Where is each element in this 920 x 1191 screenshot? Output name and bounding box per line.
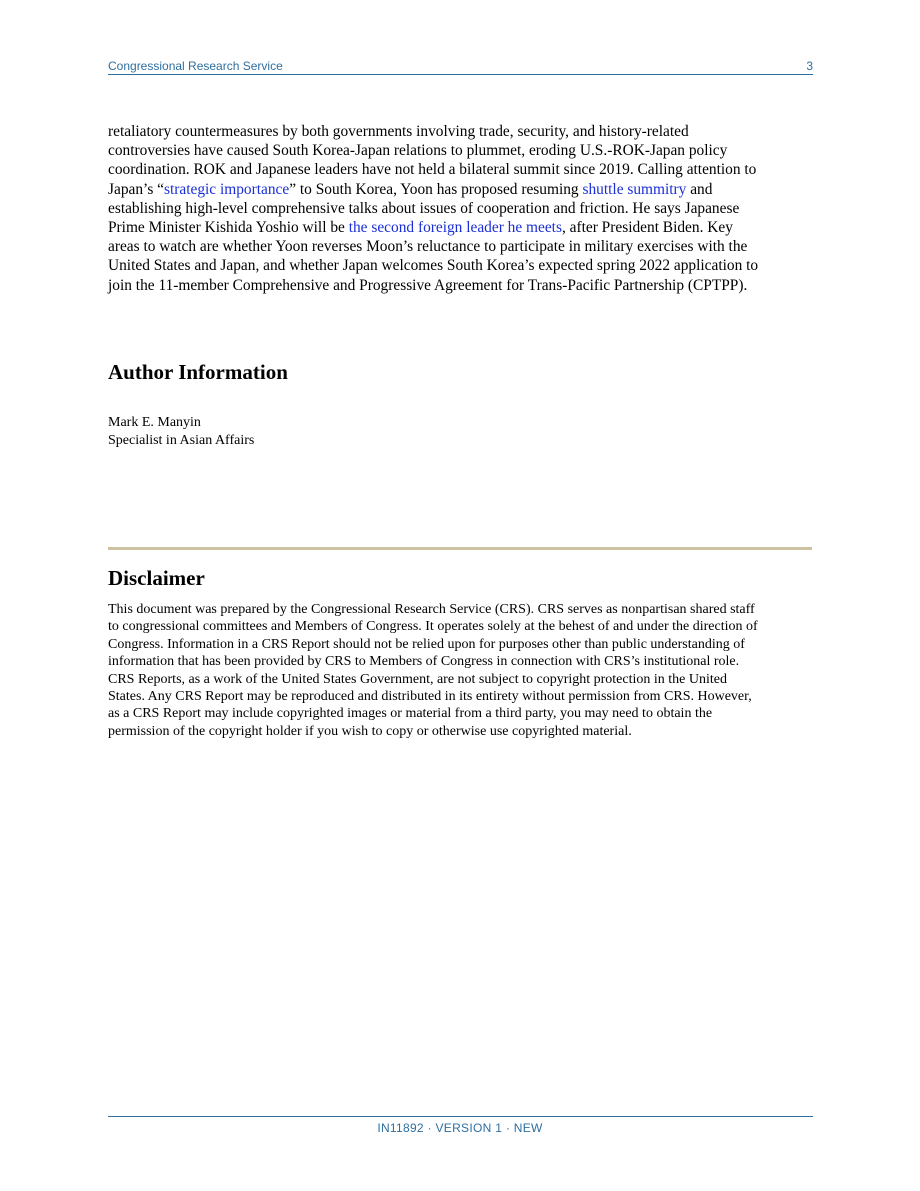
body-text-run: join the 11-member Comprehensive and Progressive Agreement for Trans-Pacific Partnership (CPTPP). xyxy=(108,276,748,294)
body-line xyxy=(108,160,814,179)
disclaimer-heading: Disclaimer xyxy=(108,566,205,590)
author-block xyxy=(108,414,254,449)
body-line xyxy=(108,218,814,237)
body-paragraph xyxy=(108,122,814,295)
header-publisher: Congressional Research Service xyxy=(108,59,283,73)
body-line xyxy=(108,256,814,275)
body-line xyxy=(108,276,814,295)
disclaimer-line: information that has been provided by CRS to Members of Congress in connection with CRS’s institutional role. xyxy=(108,654,740,670)
inline-link[interactable]: the second foreign leader he meets xyxy=(348,219,562,237)
body-text-run: United States and Japan, and whether Japan welcomes South Korea’s expected spring 2022 application to xyxy=(108,257,759,275)
body-text-run: ” to South Korea, Yoon has proposed resuming xyxy=(289,180,583,198)
author-title: Specialist in Asian Affairs xyxy=(108,432,255,448)
section-divider xyxy=(108,547,812,550)
page-number: 3 xyxy=(806,59,813,73)
body-line xyxy=(108,180,814,199)
body-text-run: coordination. ROK and Japanese leaders have not held a bilateral summit since 2019. Calling attention to xyxy=(108,161,757,179)
body-text-run: areas to watch are whether Yoon reverses Moon’s reluctance to participate in military exercises with the xyxy=(108,238,748,256)
disclaimer-line: This document was prepared by the Congressional Research Service (CRS). CRS serves as nonpartisan shared staff xyxy=(108,602,755,617)
disclaimer-line: CRS Reports, as a work of the United States Government, are not subject to copyright protection in the United xyxy=(108,671,727,687)
inline-link[interactable]: shuttle summitry xyxy=(582,180,687,198)
author-name: Mark E. Manyin xyxy=(108,415,201,430)
body-text-run: controversies have caused South Korea-Japan relations to plummet, eroding U.S.-ROK-Japan policy xyxy=(108,142,728,160)
disclaimer-line: Congress. Information in a CRS Report should not be relied upon for purposes other than public understanding of xyxy=(108,636,745,652)
body-line xyxy=(108,199,814,218)
body-text-run: establishing high-level comprehensive talks about issues of cooperation and friction. He says Japanese xyxy=(108,199,740,217)
body-text-run: Japan’s “ xyxy=(108,180,164,198)
running-header xyxy=(108,58,813,75)
disclaimer-text xyxy=(108,601,814,740)
body-text-run: Prime Minister Kishida Yoshio will be xyxy=(108,219,349,237)
disclaimer-line: States. Any CRS Report may be reproduced and distributed in its entirety without permission from CRS. However, xyxy=(108,689,752,705)
footer-rule xyxy=(108,1116,813,1117)
body-text-run: and xyxy=(686,180,713,198)
disclaimer-line: to congressional committees and Members of Congress. It operates solely at the behest of and under the direction of xyxy=(108,619,758,635)
body-line xyxy=(108,237,814,256)
body-text-run: retaliatory countermeasures by both governments involving trade, security, and history-related xyxy=(108,123,689,140)
body-line xyxy=(108,122,814,141)
body-text-run: , after President Biden. Key xyxy=(561,219,733,237)
disclaimer-line: as a CRS Report may include copyrighted images or material from a third party, you may need to obtain the xyxy=(108,706,713,722)
disclaimer-line: permission of the copyright holder if you wish to copy or otherwise use copyrighted material. xyxy=(108,723,632,739)
body-line xyxy=(108,141,814,160)
author-heading: Author Information xyxy=(108,360,288,384)
inline-link[interactable]: strategic importance xyxy=(164,180,290,198)
document-footer: IN11892 · VERSION 1 · NEW xyxy=(377,1121,543,1135)
